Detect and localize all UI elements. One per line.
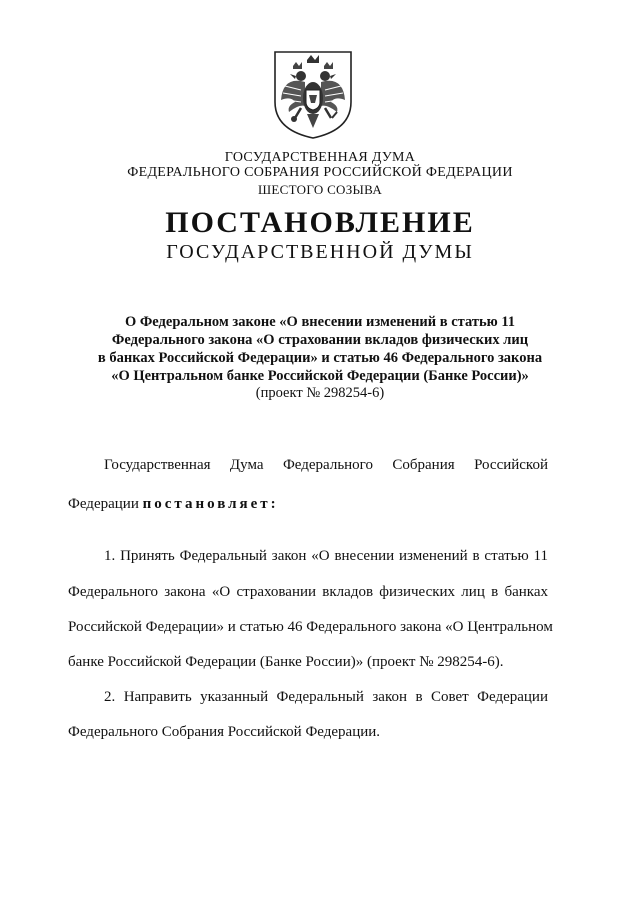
item-1-line: 1. Принять Федеральный закон «О внесении изменений в статью 11 bbox=[104, 548, 548, 564]
item-2-line: Федерального Собрания Российской Федерации. bbox=[68, 724, 381, 740]
subject-line: в банках Российской Федерации» и статью 46 Федерального закона bbox=[97, 350, 543, 366]
subject-line: Федерального закона «О страховании вкладов физических лиц bbox=[111, 332, 529, 348]
item-1-line: Федерального закона «О страховании вкладов физических лиц в банках bbox=[68, 584, 548, 600]
item-1-line: банке Российской Федерации (Банке России)» (проект № 298254-6). bbox=[68, 654, 504, 670]
preamble-line bbox=[68, 496, 548, 513]
subject-heading bbox=[0, 313, 640, 385]
document-type-title: ПОСТАНОВЛЕНИЕ bbox=[165, 206, 475, 239]
organization-name: ГОСУДАРСТВЕННАЯ ДУМА bbox=[224, 150, 416, 165]
preamble-text: Федерации bbox=[68, 496, 139, 512]
item-1-line: Российской Федерации» и статью 46 Федерального закона «О Центральном bbox=[68, 619, 553, 635]
item-2-line: 2. Направить указанный Федеральный закон в Совет Федерации bbox=[104, 689, 548, 705]
resolves-keyword: постановляет: bbox=[142, 496, 279, 512]
preamble-line: Государственная Дума Федерального Собрания Российской bbox=[104, 457, 548, 473]
document-issuer: ГОСУДАРСТВЕННОЙ ДУМЫ bbox=[166, 241, 474, 263]
subject-line: «О Центральном банке Российской Федерации (Банке России)» bbox=[111, 368, 529, 384]
subject-line: О Федеральном законе «О внесении изменений в статью 11 bbox=[124, 314, 516, 330]
convocation: ШЕСТОГО СОЗЫВА bbox=[257, 182, 383, 197]
project-number: (проект № 298254-6) bbox=[255, 385, 385, 401]
russian-coat-of-arms-icon bbox=[271, 46, 355, 142]
organization-parent: ФЕДЕРАЛЬНОГО СОБРАНИЯ РОССИЙСКОЙ ФЕДЕРАЦИИ bbox=[127, 165, 513, 180]
